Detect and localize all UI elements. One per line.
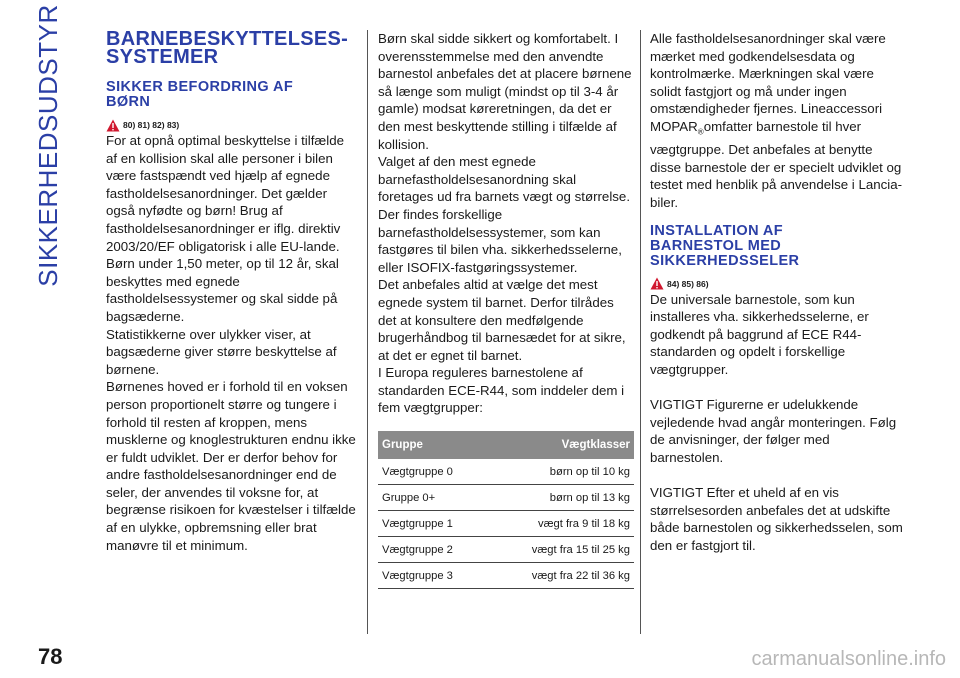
table-row (378, 511, 634, 537)
table-cell-weight: vægt fra 9 til 18 kg (487, 511, 634, 537)
table-cell-group: Vægtgruppe 3 (378, 563, 487, 589)
paragraph: Statistikkerne over ulykker viser, at bagsæderne giver større beskyttelse af børnene. (106, 326, 337, 377)
table-cell-group: Gruppe 0+ (378, 485, 487, 511)
side-chapter-title (28, 3, 68, 287)
table-header-weight: Vægtklasser (487, 431, 634, 459)
paragraph: Børn skal sidde sikkert og komfortabelt. I overensstemmelse med den anvendte barnestol anbefales det at placere børnene så længe som muligt (mindst op til 3-4 år gamle) modsat køreretningen, da det er den mest beskyttende stilling i tilfælde af kollision. (378, 31, 632, 152)
table-cell-group: Vægtgruppe 0 (378, 459, 487, 485)
paragraph: VIGTIGT Figurerne er udelukkende vejledende hvad angår monteringen. Følg de anvisninger, der følger med barnestolen. (650, 397, 897, 465)
table-header-group: Gruppe (378, 431, 487, 459)
table-cell-weight: børn op til 10 kg (487, 459, 634, 485)
column-2 (378, 30, 634, 589)
paragraph: Børnenes hoved er i forhold til en voksen person proportionelt større og tungere i forhold til resten af kroppen, mens musklerne og knoglestrukturen endnu ikke er fuldt udviklet. Der er derfor behov for andre fastholdelsesanordninger end de seler, der anvendes til voksne for, at begrænse risikoen for kvæstelser i tilfælde af en ulykke, opbremsning eller brat manøvre til et minimum. (106, 379, 356, 553)
paragraph: Valget af den mest egnede barnefastholdelsesanordning skal foretages ud fra barnets vægt og størrelse. Der findes forskellige barnefastholdelsessystemer, som kan fastgøres til bilen vha. sikkerhedsselerne, eller ISOFIX-fastgøringssystemer. (378, 154, 631, 275)
column-1 (106, 30, 358, 554)
warning-reference (106, 118, 358, 132)
paragraph (650, 30, 904, 212)
paragraph-text: omfatter barnestole til hver vægtgruppe. Det anbefales at benytte disse barnestole der er specielt udviklet og testet med henblik på anvendelse i Lancia-biler. (650, 118, 903, 210)
column-divider (367, 30, 368, 634)
paragraph: For at opnå optimal beskyttelse i tilfælde af en kollision skal alle personer i bilen være fastspændt ved hjælp af egnede fastholdelsesanordninger. Det gælder også nyfødte og børn! Brug af fastholdelsesanordninger er iflg. direktiv 2003/20/EF obligatorisk i alle EU-lande. (106, 133, 344, 254)
warning-reference (650, 277, 904, 291)
side-chapter-label: SIKKERHEDSUDSTYR (32, 3, 63, 287)
column-3 (650, 30, 904, 555)
paragraph: VIGTIGT Efter et uheld af en vis størrelsesorden anbefales det at udskifte både barnestolen og sikkerhedsselen, som den er fastgjort til. (650, 485, 903, 553)
table-cell-group: Vægtgruppe 1 (378, 511, 487, 537)
table-cell-weight: vægt fra 22 til 36 kg (487, 563, 634, 589)
section-title: BARNEBESKYTTELSES- SYSTEMER (106, 28, 349, 68)
table-header-row (378, 431, 634, 459)
table-row (378, 537, 634, 563)
weight-group-table (378, 431, 634, 589)
page-number: 78 (38, 644, 63, 669)
warning-refs: 84) 85) 86) (667, 278, 709, 289)
paragraph: Det anbefales altid at vælge det mest egnede system til barnet. Derfor tilrådes det at konsultere den medfølgende brugerhåndbog til barnesædet for at sikre, at det er egnet til barnet. (378, 277, 626, 363)
warning-triangle-icon (106, 119, 120, 132)
table-row (378, 459, 634, 485)
footer-watermark: carmanualsonline.info (751, 648, 946, 670)
paragraph: I Europa reguleres barnestolene af standarden ECE-R44, som inddeler dem i fem vægtgrupper: (378, 365, 625, 416)
table-cell-weight: børn op til 13 kg (487, 485, 634, 511)
table-row (378, 485, 634, 511)
table-cell-group: Vægtgruppe 2 (378, 537, 487, 563)
table-row (378, 563, 634, 589)
subsection-title: SIKKER BEFORDRING AF BØRN (106, 79, 294, 110)
table-cell-weight: vægt fra 15 til 25 kg (487, 537, 634, 563)
paragraph: De universale barnestole, som kun installeres vha. sikkerhedsselerne, er godkendt på baggrund af ECE R44-standarden og opdelt i forskellige vægtgrupper. (650, 291, 869, 377)
column-divider (640, 30, 641, 634)
warning-triangle-icon (650, 277, 664, 290)
subsection-title: INSTALLATION AF BARNESTOL MED SIKKERHEDSSELER (650, 222, 800, 269)
warning-refs: 80) 81) 82) 83) (123, 120, 180, 130)
registered-mark: ® (697, 127, 704, 137)
paragraph-text: Alle fastholdelsesanordninger skal være mærket med godkendelsesdata og kontrolmærke. Mærkningen skal være solidt fastgjort og må under ingen omstændigheder fjernes. Lineaccessori MOPAR (650, 31, 886, 134)
paragraph: Børn under 1,50 meter, op til 12 år, skal beskyttes med egnede fastholdelsessystemer og skal sidde på bagsæderne. (106, 256, 339, 324)
